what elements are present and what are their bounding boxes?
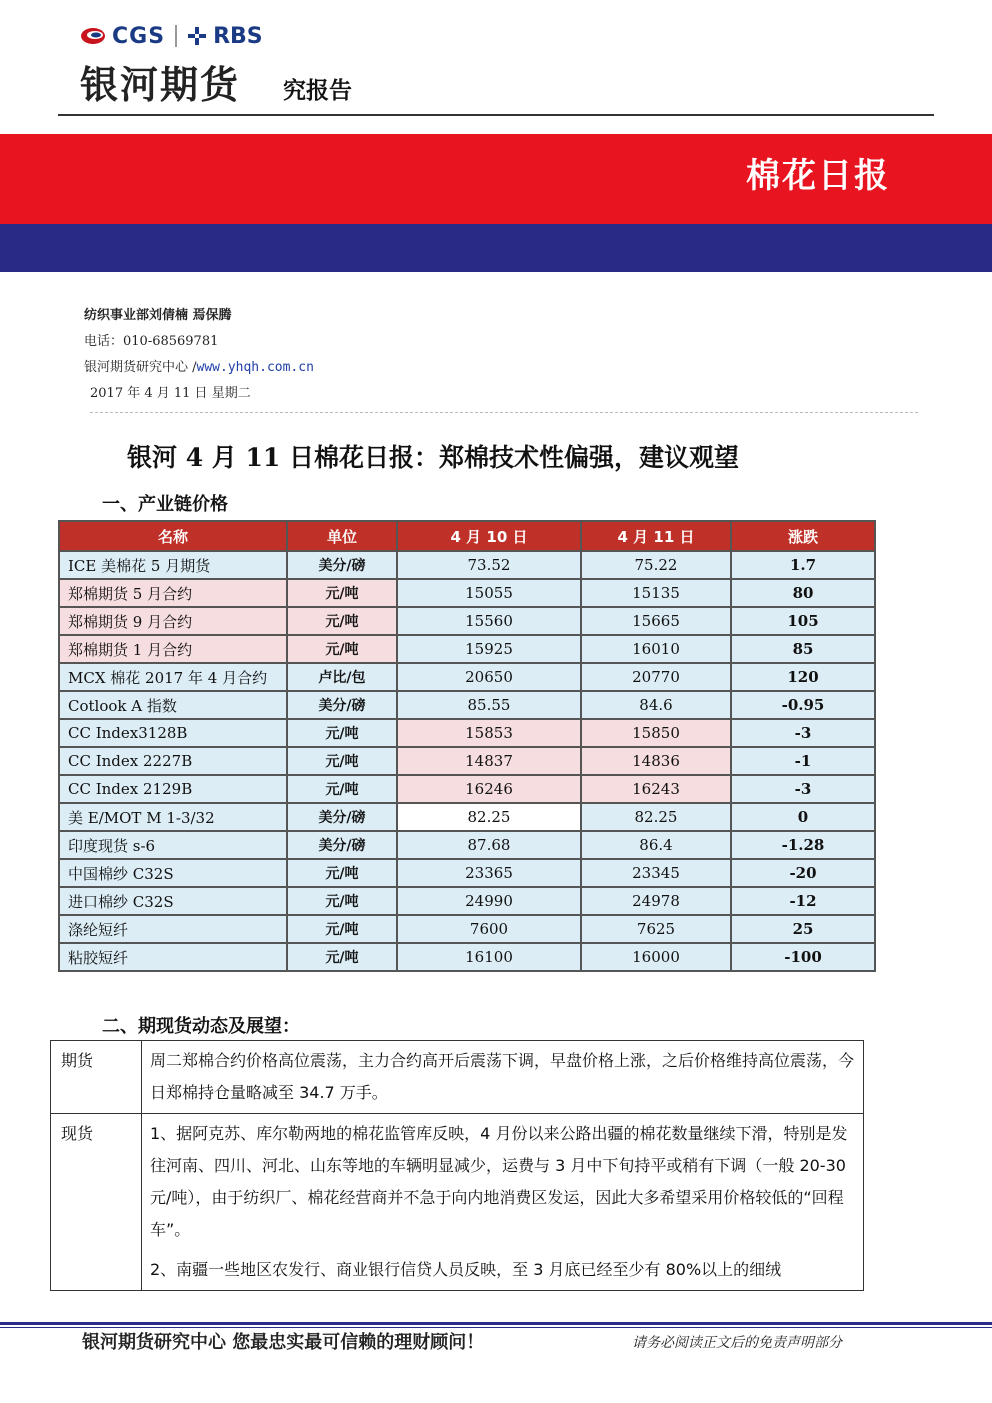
website — [84, 356, 314, 375]
cell-apr11: 15850 — [581, 719, 731, 747]
cell-apr10: 24990 — [397, 887, 581, 915]
table-row — [59, 663, 875, 691]
cell-apr10: 20650 — [397, 663, 581, 691]
cell-apr10: 15055 — [397, 579, 581, 607]
brand-rbs: RBS — [213, 23, 263, 49]
cell-name: ICE 美棉花 5 月期货 — [59, 551, 287, 579]
cell-change: -20 — [731, 859, 875, 887]
cell-unit: 元/吨 — [287, 747, 397, 775]
cell-unit: 美分/磅 — [287, 551, 397, 579]
cell-apr11: 15135 — [581, 579, 731, 607]
cell-change: -3 — [731, 719, 875, 747]
cell-name: MCX 棉花 2017 年 4 月合约 — [59, 663, 287, 691]
col-header-unit: 单位 — [287, 521, 397, 551]
header-divider — [58, 114, 934, 116]
cell-apr10: 73.52 — [397, 551, 581, 579]
cell-name: 印度现货 s-6 — [59, 831, 287, 859]
cell-unit: 元/吨 — [287, 719, 397, 747]
cell-unit: 元/吨 — [287, 635, 397, 663]
section-2-title: 二、期现货动态及展望： — [102, 1016, 300, 1037]
col-header-apr11: 4 月 11 日 — [581, 521, 731, 551]
cell-unit: 元/吨 — [287, 859, 397, 887]
cell-name: 郑棉期货 5 月合约 — [59, 579, 287, 607]
col-header-apr10: 4 月 10 日 — [397, 521, 581, 551]
spot-paragraph-2: 2、南疆一些地区农发行、商业银行信贷人员反映，至 3 月底已经至少有 80%以上的细绒 — [150, 1260, 782, 1279]
cell-unit: 元/吨 — [287, 887, 397, 915]
cell-apr11: 16000 — [581, 943, 731, 971]
col-header-name: 名称 — [59, 521, 287, 551]
headline: 银河 4 月 11 日棉花日报：郑棉技术性偏强，建议观望 — [127, 443, 740, 472]
table-row — [59, 747, 875, 775]
table-header-row — [59, 521, 875, 551]
cell-change: 1.7 — [731, 551, 875, 579]
table-row — [59, 831, 875, 859]
cell-change: -1 — [731, 747, 875, 775]
cell-name: Cotlook A 指数 — [59, 691, 287, 719]
table-row — [59, 775, 875, 803]
brand-logo — [80, 20, 263, 52]
price-table — [58, 520, 876, 972]
cell-change: 85 — [731, 635, 875, 663]
cell-change: -1.28 — [731, 831, 875, 859]
cell-name: 美 E/MOT M 1-3/32 — [59, 803, 287, 831]
cell-name: 中国棉纱 C32S — [59, 859, 287, 887]
table-row — [59, 887, 875, 915]
table-row — [59, 803, 875, 831]
futures-label: 期货 — [51, 1041, 142, 1114]
table-row — [51, 1114, 864, 1291]
cell-name: 郑棉期货 9 月合约 — [59, 607, 287, 635]
cell-apr10: 82.25 — [397, 803, 581, 831]
cell-name: CC Index 2129B — [59, 775, 287, 803]
cell-unit: 元/吨 — [287, 915, 397, 943]
cell-change: -3 — [731, 775, 875, 803]
rbs-daisy-icon — [187, 26, 207, 46]
cell-change: 0 — [731, 803, 875, 831]
dynamics-table — [50, 1040, 864, 1291]
cell-apr10: 16100 — [397, 943, 581, 971]
cell-change: -0.95 — [731, 691, 875, 719]
cell-change: 25 — [731, 915, 875, 943]
futures-text — [142, 1041, 864, 1114]
table-row — [59, 607, 875, 635]
spot-text — [142, 1114, 864, 1291]
report-date: 2017 年 4 月 11 日 星期二 — [90, 386, 251, 401]
table-row — [59, 719, 875, 747]
table-row — [59, 691, 875, 719]
spot-label: 现货 — [51, 1114, 142, 1291]
cell-apr11: 16010 — [581, 635, 731, 663]
report-title: 棉花日报 — [746, 156, 890, 196]
cell-change: 105 — [731, 607, 875, 635]
cell-name: CC Index 2227B — [59, 747, 287, 775]
cell-apr10: 87.68 — [397, 831, 581, 859]
authors: 纺织事业部刘倩楠 焉保腾 — [84, 308, 232, 323]
cell-apr10: 15853 — [397, 719, 581, 747]
col-header-change: 涨跌 — [731, 521, 875, 551]
table-row — [59, 551, 875, 579]
cell-unit: 美分/磅 — [287, 691, 397, 719]
title-banner-stripe — [0, 224, 992, 272]
cell-apr11: 82.25 — [581, 803, 731, 831]
phone: 电话：010-68569781 — [84, 334, 219, 349]
cell-apr11: 7625 — [581, 915, 731, 943]
cell-change: -100 — [731, 943, 875, 971]
cell-unit: 卢比/包 — [287, 663, 397, 691]
spot-paragraph-1: 1、据阿克苏、库尔勒两地的棉花监管库反映，4 月份以来公路出疆的棉花数量继续下滑，特别是发往河南、四川、河北、山东等地的车辆明显减少，运费与 3 月中下旬持平或稍有下调（一般 20-30 元/吨），由于纺织厂、棉花经营商并不急于向内地消费区发运，因此大多希望采用价格较低的“回程车”。 — [150, 1124, 848, 1239]
cell-apr10: 16246 — [397, 775, 581, 803]
footer-disclaimer: 请务必阅读正文后的免责声明部分 — [632, 1335, 842, 1351]
dashed-divider — [90, 412, 918, 413]
cell-unit: 美分/磅 — [287, 831, 397, 859]
futures-paragraph: 周二郑棉合约价格高位震荡，主力合约高开后震荡下调，早盘价格上涨，之后价格维持高位震荡，今日郑棉持仓量略减至 34.7 万手。 — [150, 1051, 855, 1102]
table-row — [59, 943, 875, 971]
cell-name: 粘胶短纤 — [59, 943, 287, 971]
report-type: 究报告 — [283, 78, 352, 104]
cell-apr10: 15560 — [397, 607, 581, 635]
cell-apr11: 20770 — [581, 663, 731, 691]
cell-unit: 元/吨 — [287, 607, 397, 635]
section-1-title: 一、产业链价格 — [102, 494, 228, 515]
cgs-swirl-icon — [80, 26, 106, 46]
cell-apr10: 7600 — [397, 915, 581, 943]
cell-apr11: 24978 — [581, 887, 731, 915]
brand-divider — [175, 25, 177, 47]
table-row — [59, 635, 875, 663]
cell-name: 郑棉期货 1 月合约 — [59, 635, 287, 663]
company-name: 银河期货 — [80, 63, 241, 107]
cell-unit: 元/吨 — [287, 775, 397, 803]
table-row — [59, 579, 875, 607]
table-row — [59, 915, 875, 943]
cell-name: CC Index3128B — [59, 719, 287, 747]
table-row — [59, 859, 875, 887]
cell-apr10: 14837 — [397, 747, 581, 775]
cell-apr11: 84.6 — [581, 691, 731, 719]
cell-unit: 美分/磅 — [287, 803, 397, 831]
cell-change: 80 — [731, 579, 875, 607]
cell-apr10: 15925 — [397, 635, 581, 663]
website-link[interactable]: www.yhqh.com.cn — [196, 360, 314, 375]
cell-name: 涤纶短纤 — [59, 915, 287, 943]
cell-change: 120 — [731, 663, 875, 691]
cell-apr11: 75.22 — [581, 551, 731, 579]
footer-rule — [0, 1322, 992, 1325]
cell-apr11: 15665 — [581, 607, 731, 635]
brand-cgs: CGS — [112, 23, 166, 49]
table-row — [51, 1041, 864, 1114]
price-table-body — [59, 551, 875, 971]
cell-unit: 元/吨 — [287, 943, 397, 971]
cell-apr11: 23345 — [581, 859, 731, 887]
cell-apr10: 85.55 — [397, 691, 581, 719]
cell-apr11: 14836 — [581, 747, 731, 775]
cell-apr11: 86.4 — [581, 831, 731, 859]
cell-change: -12 — [731, 887, 875, 915]
website-prefix: 银河期货研究中心 / — [84, 360, 197, 375]
cell-apr10: 23365 — [397, 859, 581, 887]
footer-slogan: 银河期货研究中心 您最忠实最可信赖的理财顾问！ — [82, 1332, 485, 1353]
cell-name: 进口棉纱 C32S — [59, 887, 287, 915]
cell-apr11: 16243 — [581, 775, 731, 803]
cell-unit: 元/吨 — [287, 579, 397, 607]
